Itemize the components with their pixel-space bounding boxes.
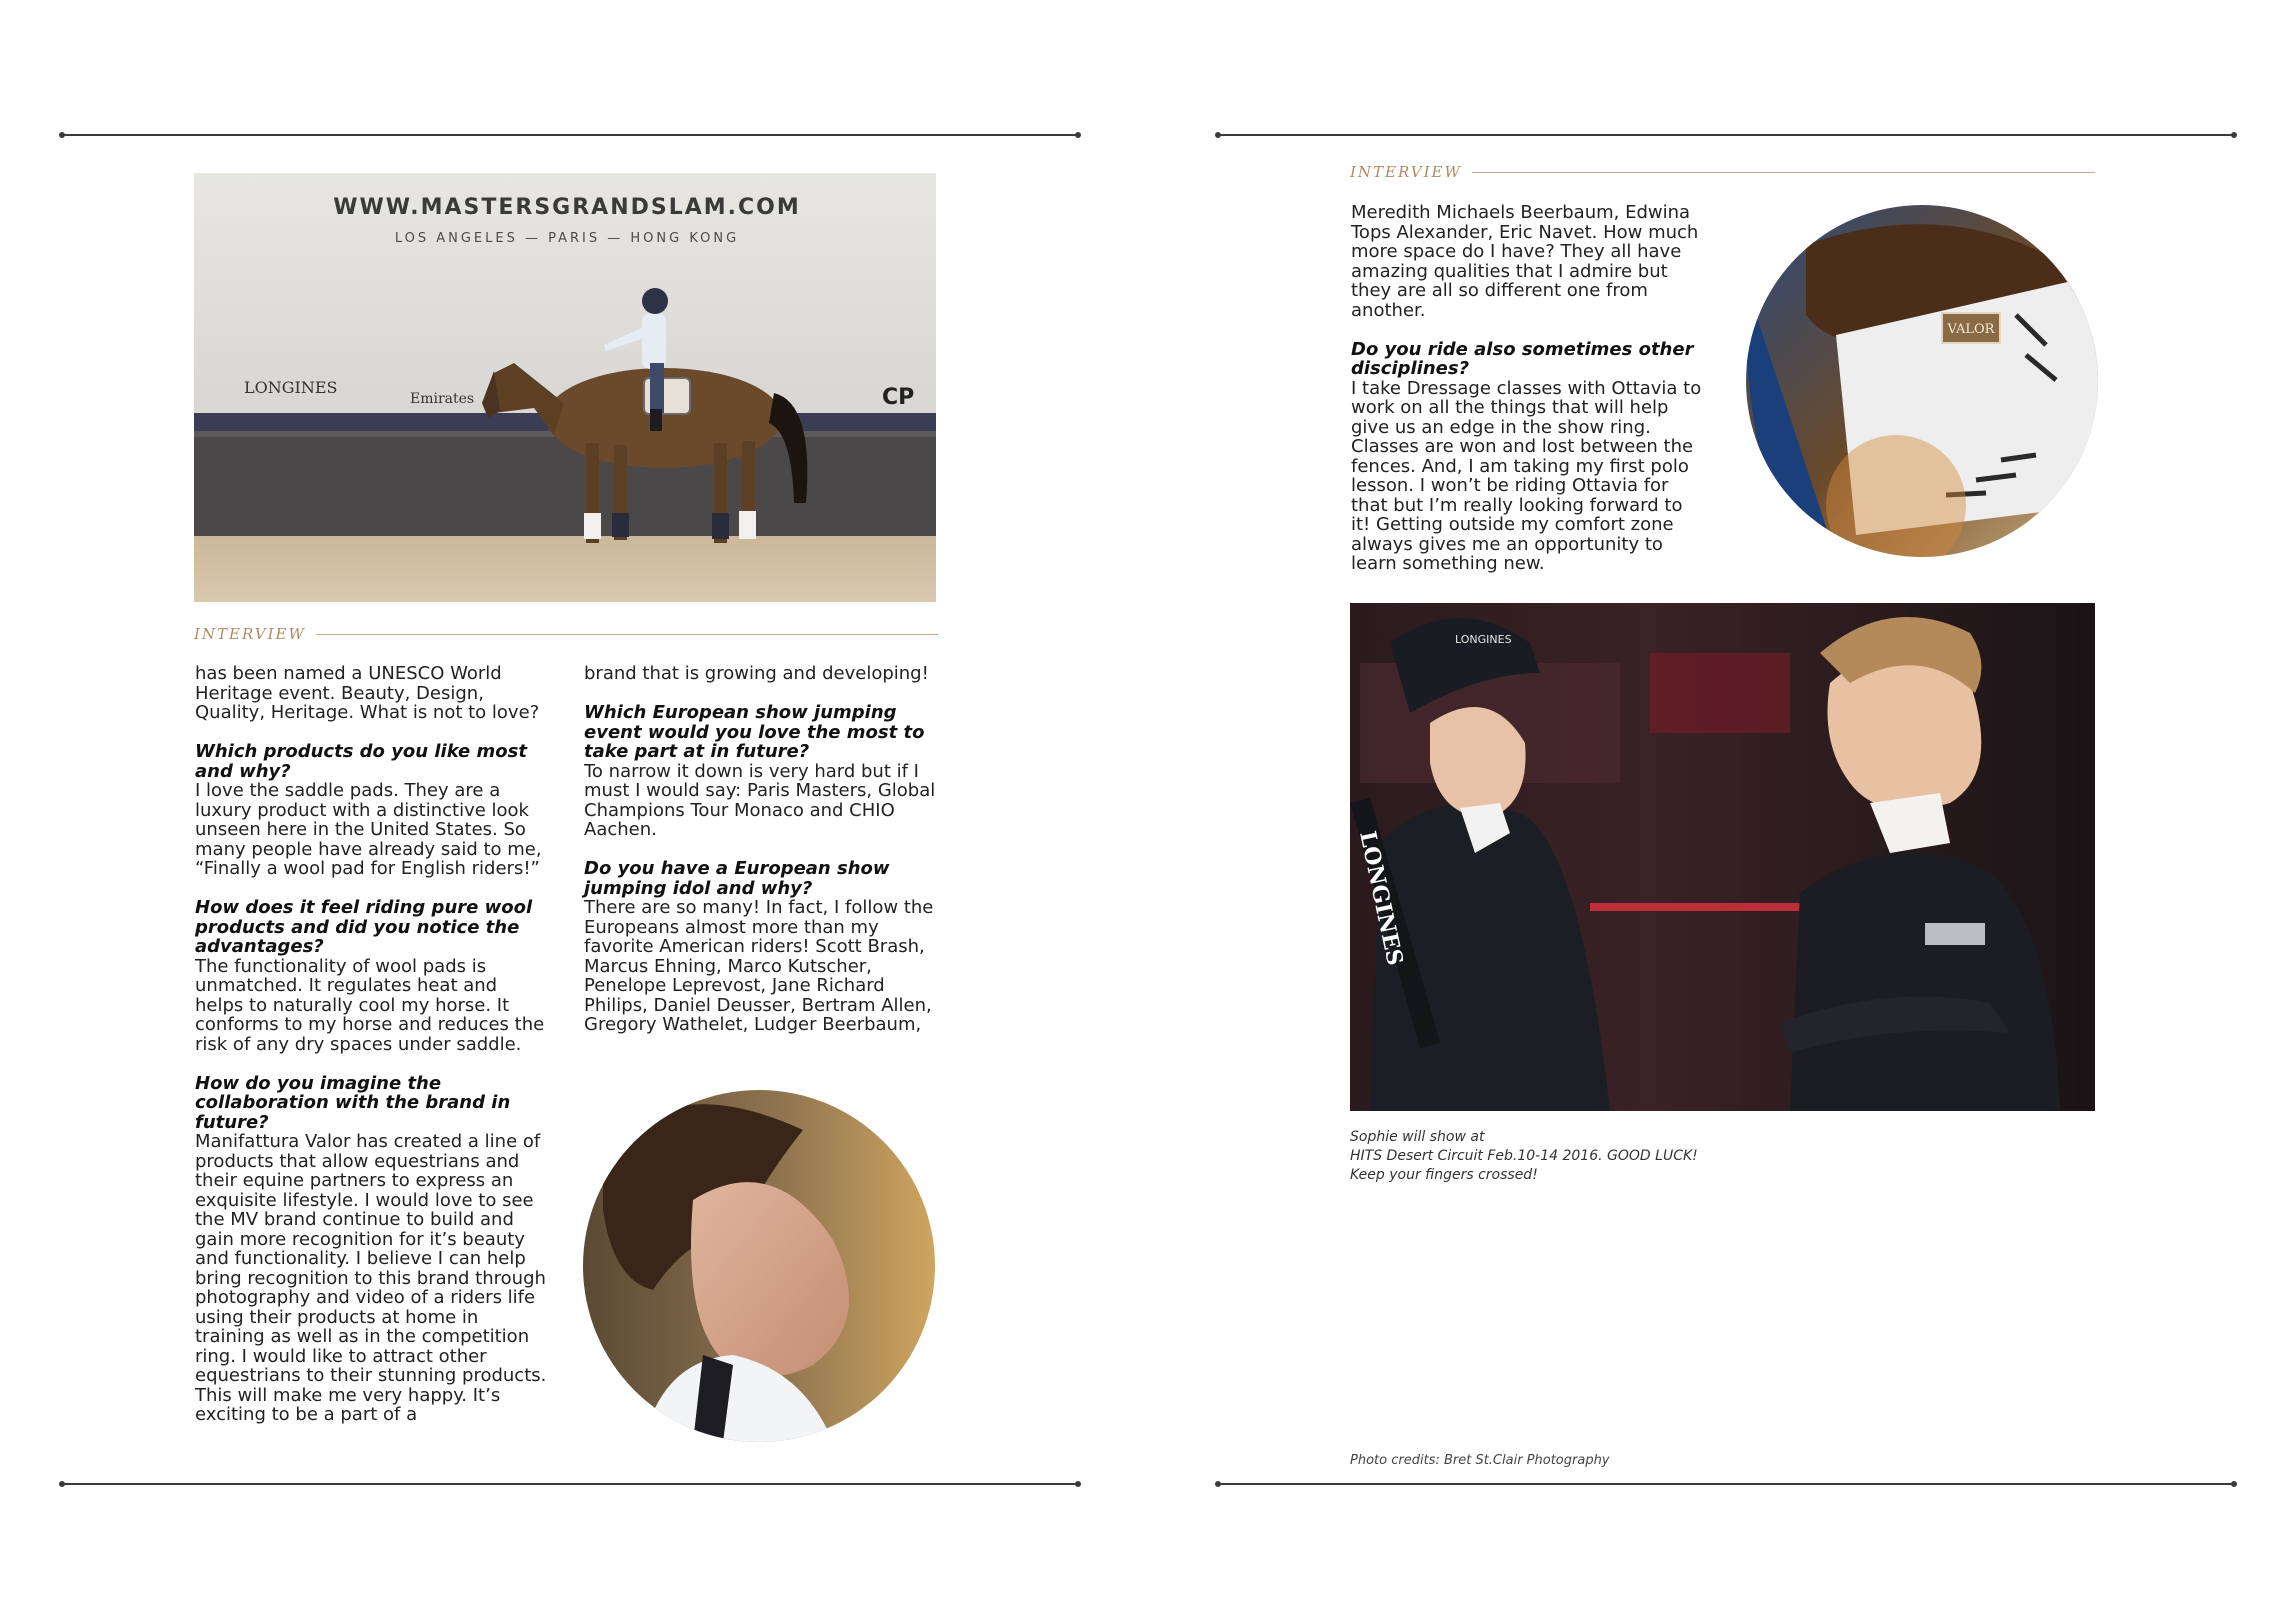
paragraph: has been named a UNESCO World Heritage event. Beauty, Design, Quality, Heritage. What is not to love? (195, 663, 540, 723)
left-page-bottom-rule (62, 1483, 1078, 1485)
left-text-column-1 (195, 664, 550, 1444)
qa-block (1351, 340, 1706, 574)
riders-photo (1350, 603, 2095, 1111)
answer: I take Dressage classes with Ottavia to work on all the things that will help give us an edge in the show ring. Classes are won and lost between the fences. And, I am taking my first polo lesson. I won’t be riding Ottavia for that but I’m really looking forward to it! Getting outside my comfort zone always gives me an opportunity to learn something new. (1351, 377, 1702, 574)
question: How do you imagine the collaboration with the brand in future? (195, 1072, 511, 1133)
left-page-top-rule (62, 134, 1078, 136)
caption-line: Keep your fingers crossed! (1350, 1167, 1538, 1183)
paragraph: brand that is growing and developing! (584, 663, 929, 684)
qa-block (195, 898, 550, 1054)
answer: The functionality of wool pads is unmatched. It regulates heat and helps to naturally cool my horse. It conforms to my horse and reduces the risk of any dry spaces under saddle. (195, 955, 545, 1055)
hero-photo-horse-rider (194, 173, 936, 602)
sash-longines-label: LONGINES (1354, 828, 1408, 968)
section-label: INTERVIEW (194, 625, 306, 643)
question: Do you have a European show jumping idol and why? (584, 858, 890, 899)
answer: To narrow it down is very hard but if I must I would say: Paris Masters, Global Champions Tour Monaco and CHIO Aachen. (584, 760, 936, 840)
qa-block (584, 703, 939, 840)
right-page-bottom-rule (1218, 1483, 2234, 1485)
caption-line: Sophie will show at (1350, 1129, 1485, 1145)
right-text-column (1351, 203, 1706, 593)
answer: Manifattura Valor has created a line of products that allow equestrians and their equine partners to express an exquisite lifestyle. I would love to see the MV brand continue to build and gain more recognition for it’s beauty and functionality. I believe I can help bring recognition to this brand through photography and video of a riders life using their products at home in training as well as in the competition ring. I would like to attract other equestrians to their stunning products. This will make me very happy. It’s exciting to be a part of a (195, 1131, 547, 1425)
saddle-pad-brand-label: VALOR (1947, 322, 1995, 337)
circle-saddle-pad-photo (1746, 205, 2098, 557)
sponsor-cp-logo: CP (882, 385, 915, 410)
answer: I love the saddle pads. They are a luxury product with a distinctive look unseen here in the United States. So many people have already said to me, “Finally a wool pad for English riders!” (195, 780, 542, 879)
question: Which European show jumping event would you love the most to take part at in future? (584, 702, 925, 762)
paragraph: Meredith Michaels Beerbaum, Edwina Tops Alexander, Eric Navet. How much more space do I have? They all have amazing qualities that I admire but they are all so different one from another. (1351, 202, 1699, 321)
qa-block (195, 1074, 550, 1425)
hero-banner-url: WWW.MASTERSGRANDSLAM.COM (333, 195, 801, 220)
question: How does it feel riding pure wool products and did you notice the advantages? (195, 897, 533, 957)
left-interview-header (194, 625, 938, 643)
section-divider (316, 634, 938, 635)
question: Do you ride also sometimes other disciplines? (1351, 338, 1694, 379)
hero-banner-cities: LOS ANGELES — PARIS — HONG KONG (394, 231, 740, 246)
qa-block (584, 859, 939, 1035)
answer: There are so many! In fact, I follow the Europeans almost more than my favorite American riders! Scott Brash, Marcus Ehning, Marco Kutscher, Penelope Leprevost, Jane Richard Philips, Daniel Deusser, Bertram Allen, Gregory Wathelet, Ludger Beerbaum, (584, 897, 934, 1035)
right-page-top-rule (1218, 134, 2234, 136)
section-label: INTERVIEW (1350, 163, 1462, 181)
caption-line: HITS Desert Circuit Feb.10-14 2016. GOOD LUCK! (1350, 1148, 1698, 1164)
sponsor-longines-logo: LONGINES (244, 378, 338, 397)
section-divider (1472, 172, 2095, 173)
qa-block (195, 742, 550, 879)
right-interview-header (1350, 163, 2095, 181)
left-text-column-2 (584, 664, 939, 1054)
question: Which products do you like most and why? (195, 741, 527, 782)
photo-credit: Photo credits: Bret St.Clair Photography (1350, 1453, 1610, 1468)
sponsor-emirates-logo: Emirates (410, 391, 475, 407)
cap-longines-label: LONGINES (1455, 633, 1512, 646)
circle-portrait-photo (583, 1090, 935, 1442)
photo-caption (1350, 1128, 1770, 1185)
